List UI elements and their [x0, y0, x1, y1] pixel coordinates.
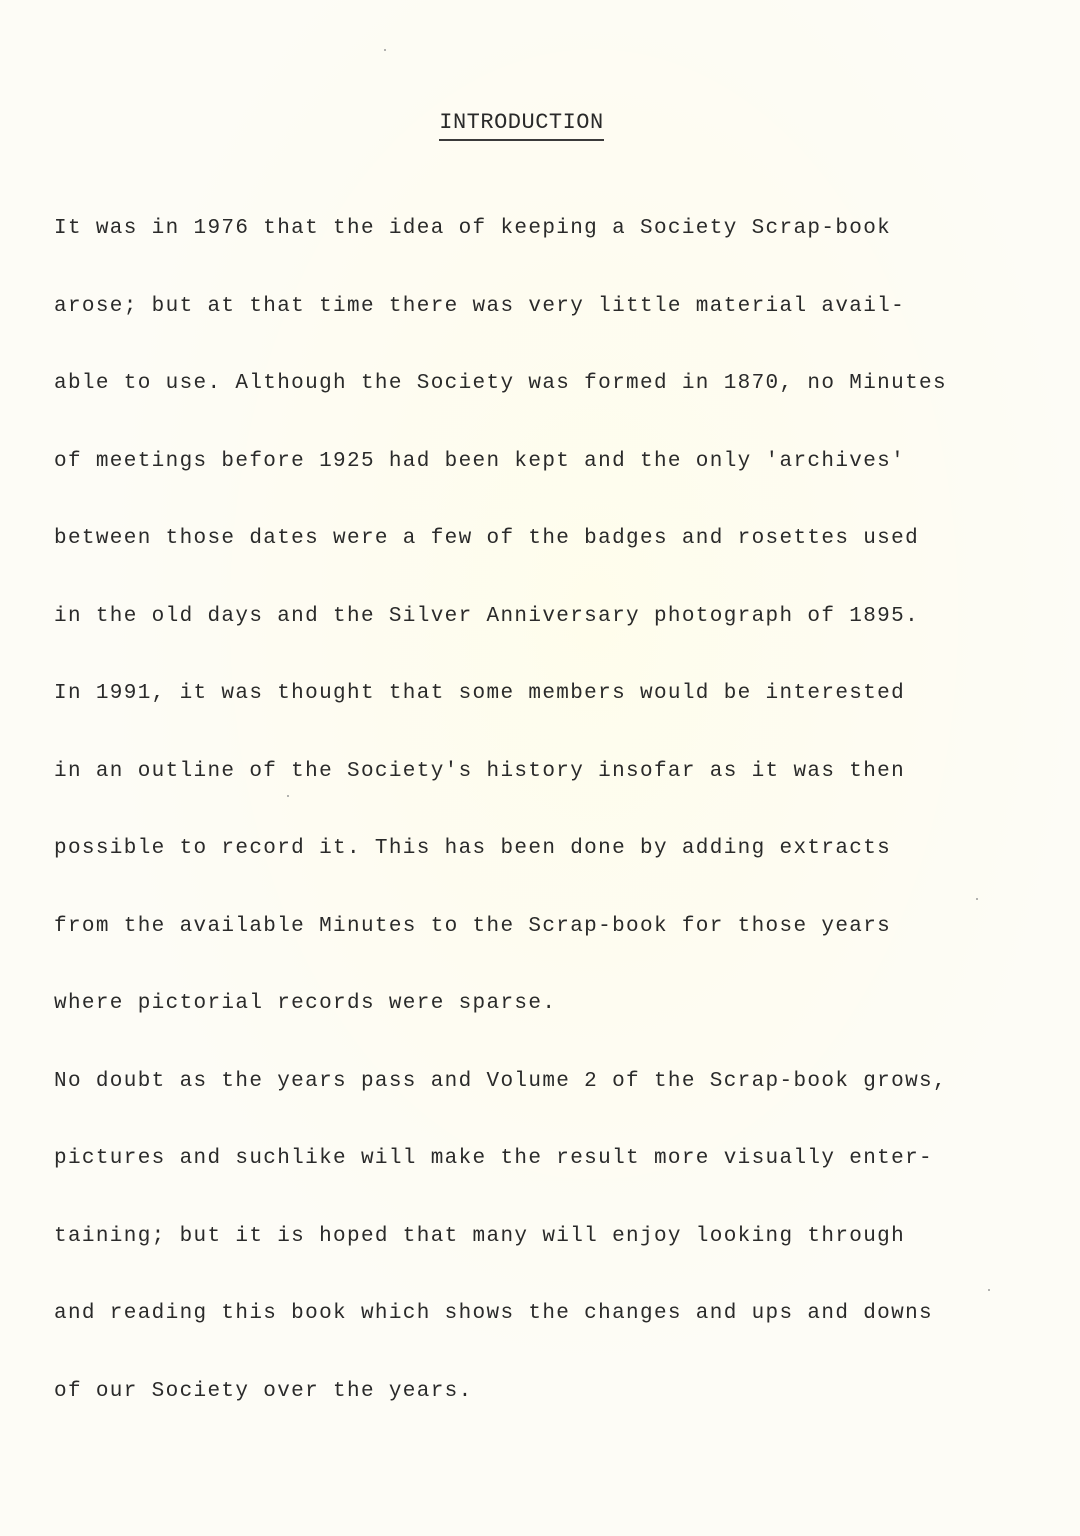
text-line: of meetings before 1925 had been kept and the only 'archives': [54, 449, 906, 473]
text-line: taining; but it is hoped that many will enjoy looking through: [54, 1224, 906, 1248]
text-line: in the old days and the Silver Anniversary photograph of 1895.: [54, 604, 920, 628]
text-line: It was in 1976 that the idea of keeping a Society Scrap-book: [54, 217, 892, 240]
text-line: No doubt as the years pass and Volume 2 of the Scrap-book grows,: [54, 1069, 947, 1093]
text-line: able to use. Although the Society was formed in 1870, no Minutes: [54, 372, 947, 395]
text-line: where pictorial records were sparse.: [54, 992, 557, 1015]
text-line: from the available Minutes to the Scrap-book for those years: [54, 914, 892, 938]
text-line: between those dates were a few of the badges and rosettes used: [54, 527, 920, 550]
paper-speck: [384, 49, 386, 51]
text-line: of our Society over the years.: [54, 1379, 473, 1403]
page-title-text: INTRODUCTION: [439, 110, 603, 141]
text-line: arose; but at that time there was very little material avail-: [54, 294, 906, 318]
text-line: possible to record it. This has been done by adding extracts: [54, 837, 892, 860]
text-line: and reading this book which shows the changes and ups and downs: [54, 1302, 933, 1325]
text-line: in an outline of the Society's history insofar as it was then: [54, 759, 906, 783]
text-line: pictures and suchlike will make the result more visually enter-: [54, 1147, 933, 1170]
introduction-text: [54, 209, 1064, 1449]
page-title: [0, 110, 1043, 141]
text-line: In 1991, it was thought that some members would be interested: [54, 682, 906, 705]
